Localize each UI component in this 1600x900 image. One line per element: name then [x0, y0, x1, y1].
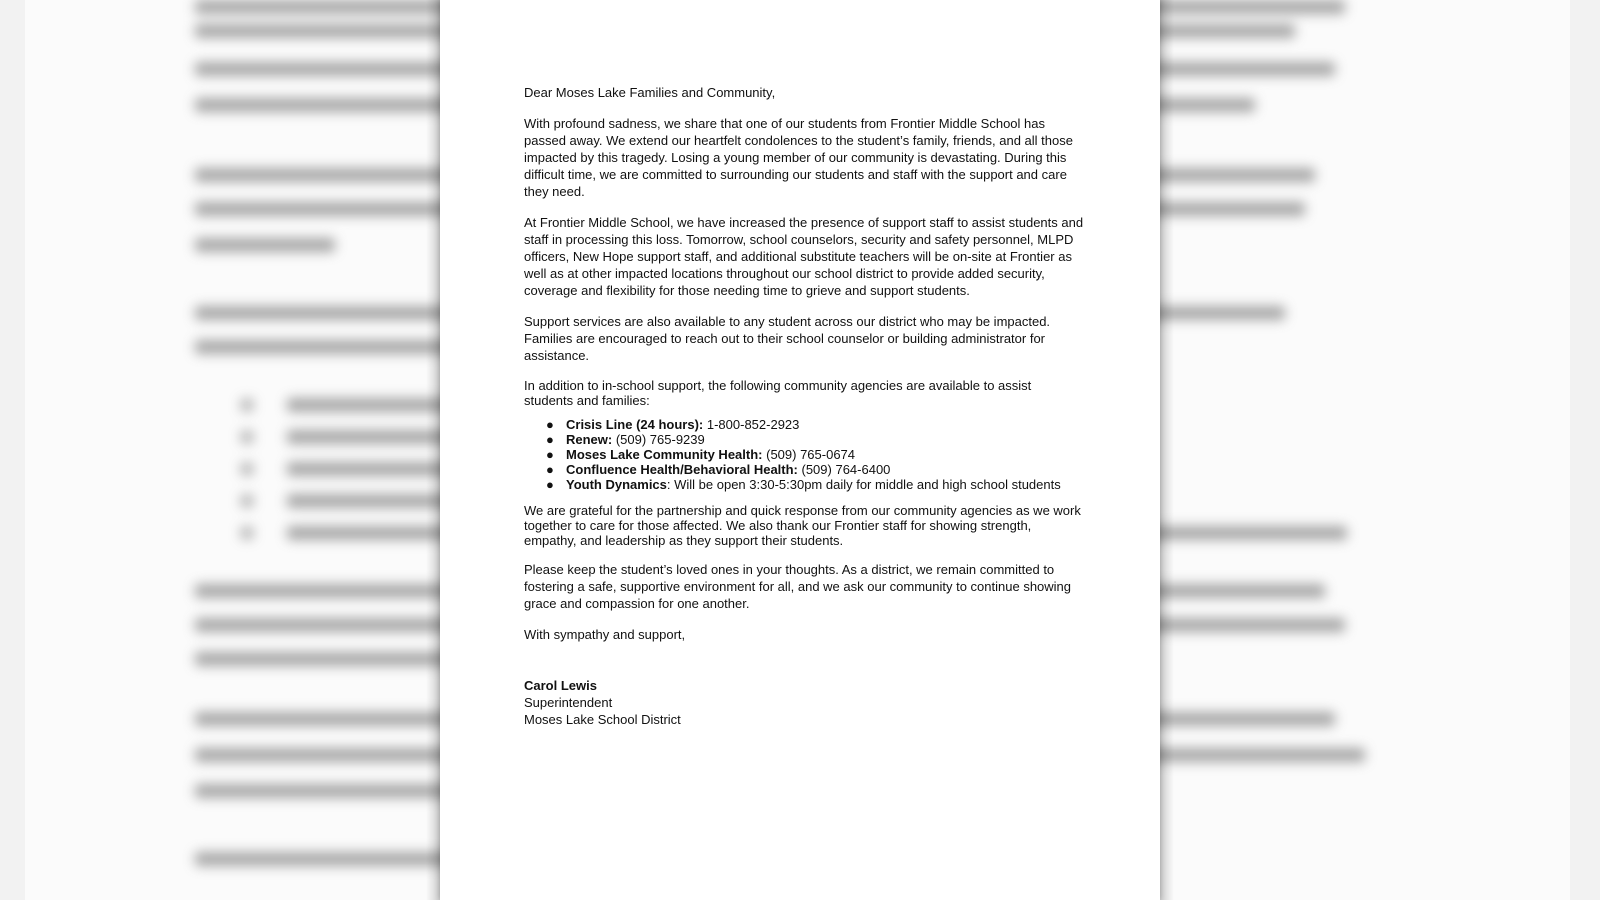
agency-detail: (509) 764-6400: [797, 462, 891, 477]
agency-item: [546, 417, 1084, 432]
letter-paragraph: Support services are also available to any student across our district who may be impacted. Families are encouraged to reach out to their school counselor or building administrator for assistance.: [524, 314, 1051, 363]
bullet-icon: ●: [546, 462, 554, 477]
agency-item: [546, 462, 1084, 477]
letter-content: [524, 84, 1084, 728]
letter-paragraph: With profound sadness, we share that one of our students from Frontier Middle School has passed away. We extend our heartfelt condolences to the student’s family, friends, and all those impacted by this tragedy. Losing a young member of our community is devastating. During this difficult time, we are committed to surrounding our students and staff with the support and care they need.: [524, 116, 1073, 199]
bullet-icon: ●: [546, 447, 554, 462]
signer-title: Superintendent: [524, 695, 613, 710]
agency-detail: 1-800-852-2923: [703, 417, 800, 432]
agency-item: [546, 447, 1084, 462]
letter-paragraph: Please keep the student’s loved ones in your thoughts. As a district, we remain committed to fostering a safe, supportive environment for all, and we ask our community to continue showing grace and compassion for one another.: [524, 562, 1072, 611]
bullet-icon: ●: [546, 477, 554, 492]
signer-name: Carol Lewis: [524, 678, 597, 693]
letter-sign-off: With sympathy and support,: [524, 627, 686, 642]
signature-block: [524, 677, 1084, 728]
agency-detail: : Will be open 3:30-5:30pm daily for middle and high school students: [666, 477, 1061, 492]
agency-detail: (509) 765-9239: [612, 432, 705, 447]
signer-organization: Moses Lake School District: [524, 712, 681, 727]
page-shadow-right: [1160, 0, 1174, 900]
agency-item: [546, 432, 1084, 447]
agency-item: [546, 477, 1084, 492]
agency-name: Crisis Line (24 hours):: [566, 417, 704, 432]
agency-name: Renew:: [566, 432, 613, 447]
letter-page: [440, 0, 1160, 900]
letter-greeting: Dear Moses Lake Families and Community,: [524, 85, 776, 100]
agency-name: Youth Dynamics: [566, 477, 667, 492]
letter-paragraph: At Frontier Middle School, we have increased the presence of support staff to assist students and staff in processing this loss. Tomorrow, school counselors, security and safety personnel, MLPD officers, New Hope support staff, and additional substitute teachers will be on-site at Frontier as well as at other impacted locations throughout our school district to provide added security, coverage and flexibility for those needing time to grieve and support students.: [524, 215, 1084, 298]
agency-detail: (509) 765-0674: [762, 447, 856, 462]
letter-paragraph: We are grateful for the partnership and quick response from our community agencies as we work together to care for those affected. We also thank our Frontier staff for showing strength, empathy, and leadership as they support their students.: [524, 503, 1081, 548]
bullet-icon: ●: [546, 432, 554, 447]
page-shadow-left: [426, 0, 440, 900]
bullet-icon: ●: [546, 417, 554, 432]
letter-paragraph: In addition to in-school support, the following community agencies are available to assist students and families:: [524, 378, 1032, 408]
agency-name: Confluence Health/Behavioral Health:: [566, 462, 798, 477]
agency-list: [524, 417, 1084, 492]
agency-name: Moses Lake Community Health:: [566, 447, 763, 462]
